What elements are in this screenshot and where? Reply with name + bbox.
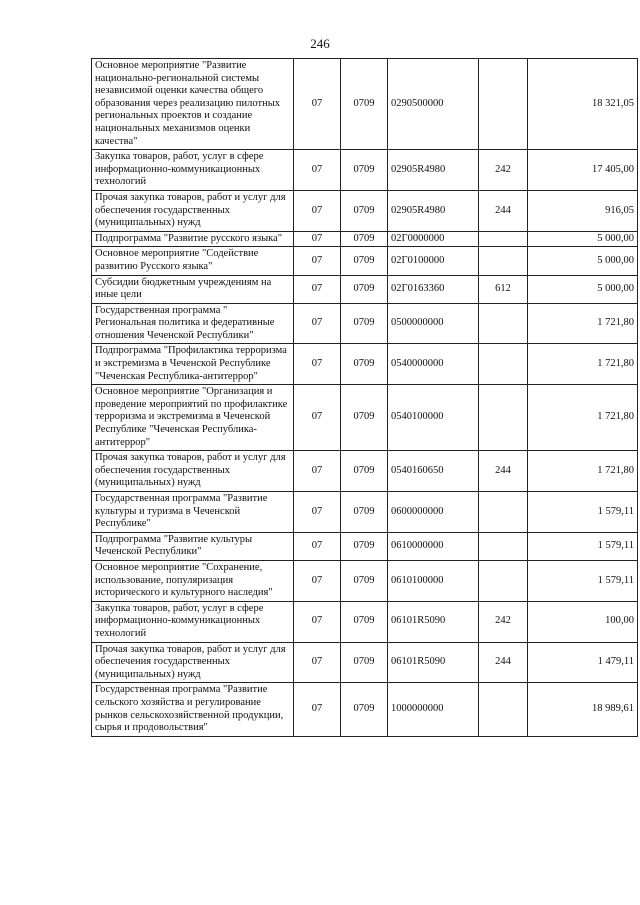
subsection-code-cell: 0709 bbox=[341, 683, 388, 736]
amount-cell: 1 721,80 bbox=[528, 344, 638, 385]
target-article-cell: 0610100000 bbox=[388, 560, 479, 601]
amount-cell: 1 721,80 bbox=[528, 303, 638, 344]
section-code-cell: 07 bbox=[294, 451, 341, 492]
expense-type-cell: 242 bbox=[479, 150, 528, 191]
row-name-cell: Прочая закупка товаров, работ и услуг для обеспечения государственных (муниципальных) нужд bbox=[92, 451, 294, 492]
expense-type-cell: 612 bbox=[479, 275, 528, 303]
subsection-code-cell: 0709 bbox=[341, 247, 388, 275]
target-article-cell: 0540000000 bbox=[388, 344, 479, 385]
row-name-cell: Государственная программа "Развитие культуры и туризма в Чеченской Республике" bbox=[92, 492, 294, 533]
row-name-cell: Прочая закупка товаров, работ и услуг для обеспечения государственных (муниципальных) нужд bbox=[92, 642, 294, 683]
subsection-code-cell: 0709 bbox=[341, 59, 388, 150]
section-code-cell: 07 bbox=[294, 642, 341, 683]
row-name-cell: Субсидии бюджетным учреждениям на иные цели bbox=[92, 275, 294, 303]
section-code-cell: 07 bbox=[294, 59, 341, 150]
target-article-cell: 0540100000 bbox=[388, 385, 479, 451]
row-name-cell: Подпрограмма "Развитие культуры Чеченской Республики" bbox=[92, 532, 294, 560]
section-code-cell: 07 bbox=[294, 344, 341, 385]
table-row bbox=[92, 642, 638, 683]
row-name-cell: Основное мероприятие "Сохранение, использование, популяризация исторического и культурного наследия" bbox=[92, 560, 294, 601]
subsection-code-cell: 0709 bbox=[341, 385, 388, 451]
amount-cell: 5 000,00 bbox=[528, 247, 638, 275]
amount-cell: 18 321,05 bbox=[528, 59, 638, 150]
amount-cell: 100,00 bbox=[528, 601, 638, 642]
row-name-cell: Прочая закупка товаров, работ и услуг для обеспечения государственных (муниципальных) нужд bbox=[92, 190, 294, 231]
expense-type-cell bbox=[479, 231, 528, 247]
row-name-cell: Подпрограмма "Развитие русского языка" bbox=[92, 231, 294, 247]
target-article-cell: 1000000000 bbox=[388, 683, 479, 736]
row-name-cell: Основное мероприятие "Организация и проведение мероприятий по профилактике терроризма и экстремизма в Чеченской Республике "Чеченская Республика-антитеррор" bbox=[92, 385, 294, 451]
amount-cell: 1 721,80 bbox=[528, 451, 638, 492]
row-name-cell: Основное мероприятие "Содействие развитию Русского языка" bbox=[92, 247, 294, 275]
target-article-cell: 0600000000 bbox=[388, 492, 479, 533]
section-code-cell: 07 bbox=[294, 532, 341, 560]
table-row bbox=[92, 385, 638, 451]
table-row bbox=[92, 532, 638, 560]
budget-table-body bbox=[92, 59, 638, 737]
amount-cell: 1 721,80 bbox=[528, 385, 638, 451]
amount-cell: 1 579,11 bbox=[528, 532, 638, 560]
expense-type-cell bbox=[479, 492, 528, 533]
table-row bbox=[92, 492, 638, 533]
row-name-cell: Подпрограмма "Профилактика терроризма и экстремизма в Чеченской Республике "Чеченская Республика-антитеррор" bbox=[92, 344, 294, 385]
section-code-cell: 07 bbox=[294, 560, 341, 601]
expense-type-cell bbox=[479, 683, 528, 736]
section-code-cell: 07 bbox=[294, 303, 341, 344]
expense-type-cell: 244 bbox=[479, 642, 528, 683]
section-code-cell: 07 bbox=[294, 231, 341, 247]
subsection-code-cell: 0709 bbox=[341, 642, 388, 683]
section-code-cell: 07 bbox=[294, 683, 341, 736]
expense-type-cell bbox=[479, 59, 528, 150]
section-code-cell: 07 bbox=[294, 275, 341, 303]
table-row bbox=[92, 275, 638, 303]
amount-cell: 17 405,00 bbox=[528, 150, 638, 191]
section-code-cell: 07 bbox=[294, 150, 341, 191]
subsection-code-cell: 0709 bbox=[341, 190, 388, 231]
subsection-code-cell: 0709 bbox=[341, 560, 388, 601]
amount-cell: 1 579,11 bbox=[528, 560, 638, 601]
section-code-cell: 07 bbox=[294, 247, 341, 275]
amount-cell: 5 000,00 bbox=[528, 275, 638, 303]
amount-cell: 1 479,11 bbox=[528, 642, 638, 683]
expense-type-cell bbox=[479, 560, 528, 601]
target-article-cell: 0500000000 bbox=[388, 303, 479, 344]
table-row bbox=[92, 150, 638, 191]
table-row bbox=[92, 451, 638, 492]
subsection-code-cell: 0709 bbox=[341, 601, 388, 642]
amount-cell: 5 000,00 bbox=[528, 231, 638, 247]
table-row bbox=[92, 601, 638, 642]
page-number: 246 bbox=[310, 36, 330, 51]
amount-cell: 916,05 bbox=[528, 190, 638, 231]
table-row bbox=[92, 59, 638, 150]
target-article-cell: 02Г0100000 bbox=[388, 247, 479, 275]
target-article-cell: 0290500000 bbox=[388, 59, 479, 150]
subsection-code-cell: 0709 bbox=[341, 303, 388, 344]
subsection-code-cell: 0709 bbox=[341, 275, 388, 303]
budget-table bbox=[91, 58, 638, 737]
subsection-code-cell: 0709 bbox=[341, 451, 388, 492]
expense-type-cell: 244 bbox=[479, 451, 528, 492]
target-article-cell: 02Г0000000 bbox=[388, 231, 479, 247]
amount-cell: 1 579,11 bbox=[528, 492, 638, 533]
expense-type-cell bbox=[479, 344, 528, 385]
row-name-cell: Закупка товаров, работ, услуг в сфере информационно-коммуникационных технологий bbox=[92, 601, 294, 642]
table-row bbox=[92, 190, 638, 231]
amount-cell: 18 989,61 bbox=[528, 683, 638, 736]
target-article-cell: 0540160650 bbox=[388, 451, 479, 492]
expense-type-cell bbox=[479, 385, 528, 451]
table-row bbox=[92, 344, 638, 385]
table-row bbox=[92, 303, 638, 344]
expense-type-cell: 242 bbox=[479, 601, 528, 642]
target-article-cell: 02905R4980 bbox=[388, 150, 479, 191]
subsection-code-cell: 0709 bbox=[341, 492, 388, 533]
table-row bbox=[92, 683, 638, 736]
row-name-cell: Основное мероприятие "Развитие национально-региональной системы независимой оценки качества общего образования через реализацию пилотных региональных проектов и создание национальных механизмов оценки качества" bbox=[92, 59, 294, 150]
subsection-code-cell: 0709 bbox=[341, 532, 388, 560]
target-article-cell: 0610000000 bbox=[388, 532, 479, 560]
table-row bbox=[92, 231, 638, 247]
section-code-cell: 07 bbox=[294, 385, 341, 451]
expense-type-cell bbox=[479, 247, 528, 275]
subsection-code-cell: 0709 bbox=[341, 231, 388, 247]
section-code-cell: 07 bbox=[294, 492, 341, 533]
section-code-cell: 07 bbox=[294, 190, 341, 231]
table-row bbox=[92, 247, 638, 275]
row-name-cell: Государственная программа "Развитие сельского хозяйства и регулирование рынков сельскохозяйственной продукции, сырья и продовольствия" bbox=[92, 683, 294, 736]
table-row bbox=[92, 560, 638, 601]
expense-type-cell: 244 bbox=[479, 190, 528, 231]
target-article-cell: 02905R4980 bbox=[388, 190, 479, 231]
expense-type-cell bbox=[479, 532, 528, 560]
row-name-cell: Закупка товаров, работ, услуг в сфере информационно-коммуникационных технологий bbox=[92, 150, 294, 191]
target-article-cell: 06101R5090 bbox=[388, 601, 479, 642]
subsection-code-cell: 0709 bbox=[341, 344, 388, 385]
section-code-cell: 07 bbox=[294, 601, 341, 642]
target-article-cell: 02Г0163360 bbox=[388, 275, 479, 303]
row-name-cell: Государственная программа " Региональная политика и федеративные отношения Чеченской Республики" bbox=[92, 303, 294, 344]
target-article-cell: 06101R5090 bbox=[388, 642, 479, 683]
subsection-code-cell: 0709 bbox=[341, 150, 388, 191]
expense-type-cell bbox=[479, 303, 528, 344]
